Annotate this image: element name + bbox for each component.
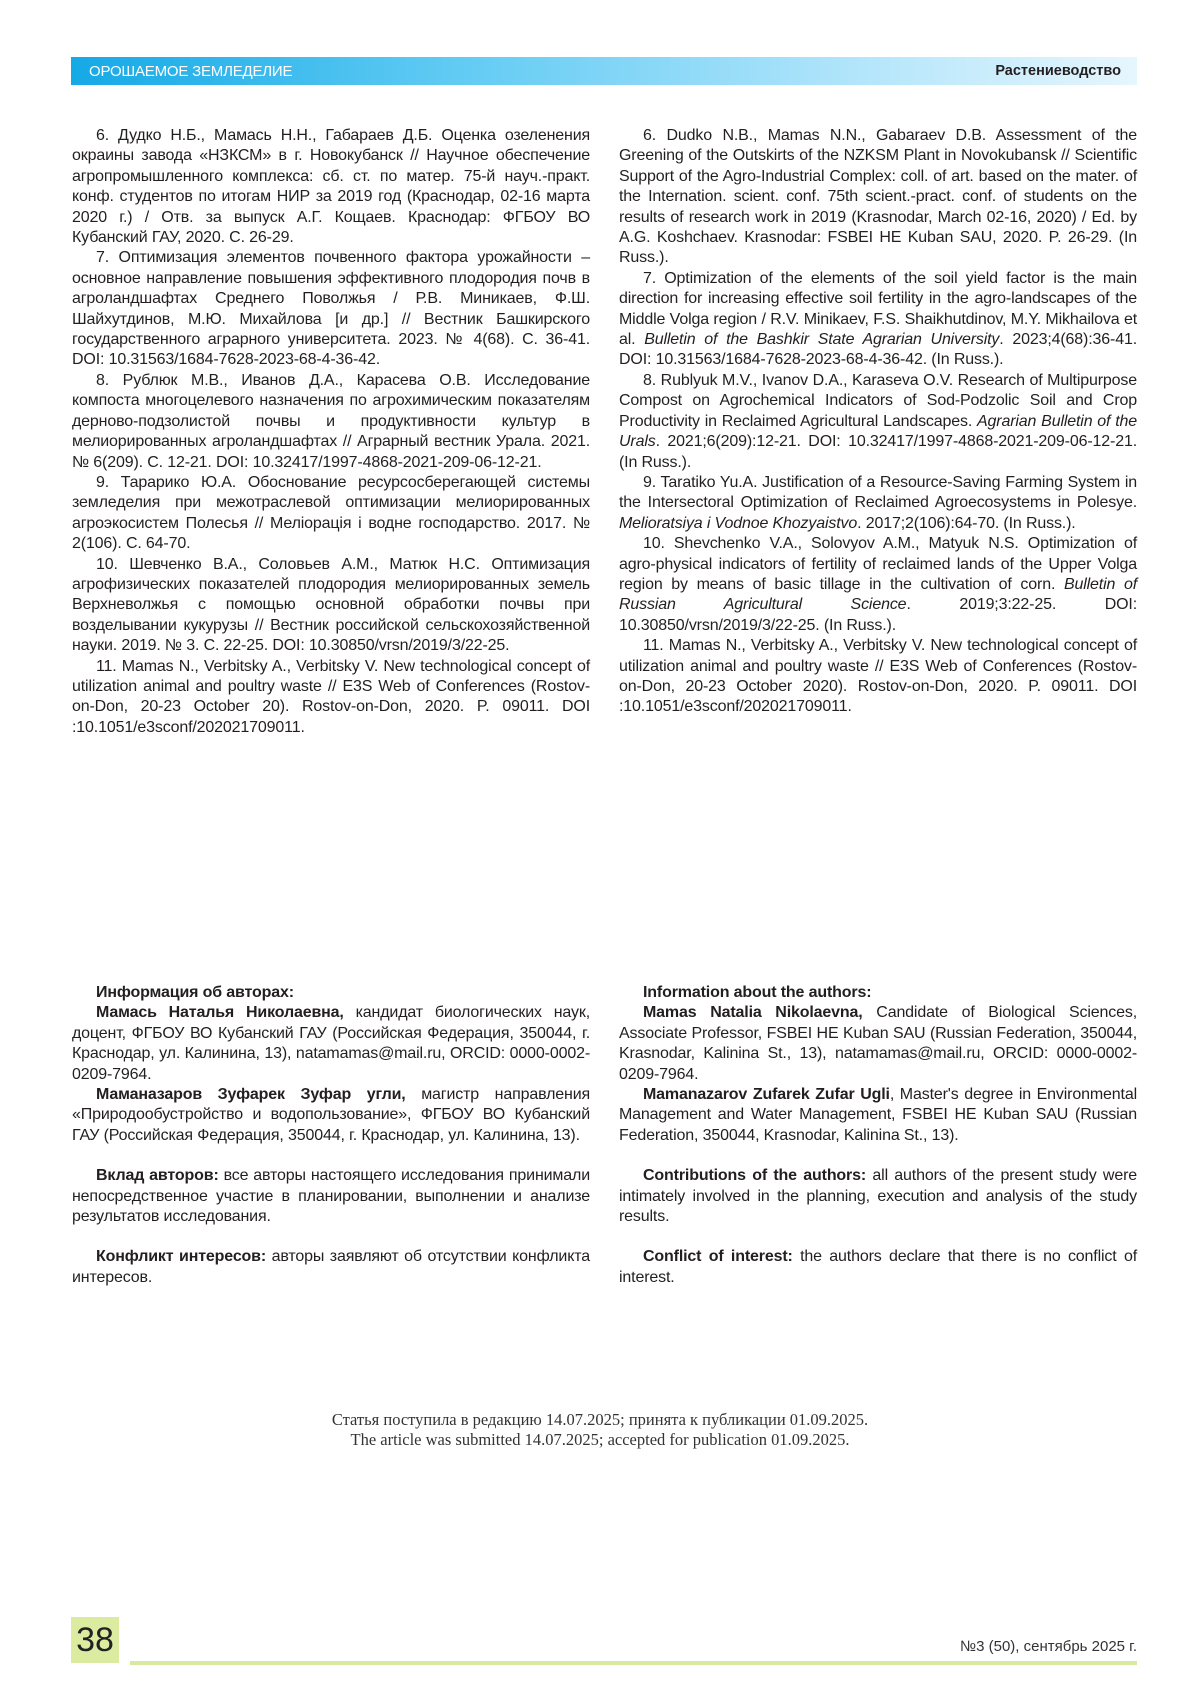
reference-text: 6. Dudko N.B., Mamas N.N., Gabaraev D.B. Assessment of the Greening of the Outskirts of the NZKSM Plant in Novokubansk // Scientific Support of the Agro-Industrial Complex: coll. of art. based on the mater. of the Internation. scient. conf. 75th scient.-pract. conf. of students on the results of research work in 2019 (Krasnodar, March 02-16, 2020) / Ed. by A.G. Koshchaev. Krasnodar: FSBEI HE Kuban SAU, 2020. P. 26-29. (In Russ.). [619, 127, 1137, 267]
reference-text: 8. Рублюк М.В., Иванов Д.А., Карасева О.В. Исследование компоста многоцелевого назначения по агрохимическим показателям дерново-подзолистой почвы и продуктивности культур в мелиорированных агроландшафтах // Аграрный вестник Урала. 2021. № 6(209). С. 12-21. DOI: 10.32417/1997-4868-2021-209-06-12-21. [72, 371, 590, 471]
reference-text: 8. Rublyuk M.V., Ivanov D.A., Karaseva O.V. Research of Multipurpose Compost on Agrochemical Indicators of Sod-Podzolic Soil and Crop Productivity in Reclaimed Agricultural Landscapes. [619, 371, 1137, 430]
reference-item [619, 473, 1137, 534]
reference-text: . 2017;2(106):64-70. (In Russ.). [857, 514, 1076, 532]
reference-text: 7. Оптимизация элементов почвенного фактора урожайности – основное направление повышения эффективного плодородия почв в агроландшафтах Среднего Поволжья / Р.В. Миникаев, Ф.Ш. Шайхутдинов, М.Ю. Михайлова [и др.] // Вестник Башкирского государственного аграрного университета. 2023. № 4(68). С. 36-41. DOI: 10.31563/1684-7628-2023-68-4-36-42. [72, 249, 590, 369]
author-name: Мамась Наталья Николаевна, [96, 1004, 344, 1022]
reference-text: . 2021;6(209):12-21. DOI: 10.32417/1997-4868-2021-209-06-12-21. (In Russ.). [619, 433, 1137, 471]
reference-item [619, 636, 1137, 718]
author-name: Mamas Natalia Nikolaevna, [643, 1004, 863, 1022]
author-name: Маманазаров Зуфарек Зуфар угли, [96, 1086, 406, 1104]
journal-title: Bulletin of Russian Agricultural Science [619, 575, 1137, 614]
page-number: 38 [71, 1617, 119, 1663]
journal-section: ОРОШАЕМОЕ ЗЕМЛЕДЕЛИЕ [89, 63, 293, 80]
conflict-label: Конфликт интересов: [96, 1248, 267, 1266]
running-header [71, 57, 1137, 85]
reference-text: . 2023;4(68):36-41. DOI: 10.31563/1684-7628-2023-68-4-36-42. (In Russ.). [619, 331, 1137, 369]
journal-title: Agrarian Bulletin of the Urals [619, 412, 1137, 451]
reference-item [72, 473, 590, 555]
reference-item [72, 555, 590, 657]
submission-note-ru: Статья поступила в редакцию 14.07.2025; принята к публикации 01.09.2025. [331, 1410, 869, 1429]
authors-title: Информация об авторах: [96, 984, 294, 1001]
submission-note-en: The article was submitted 14.07.2025; accepted for publication 01.09.2025. [350, 1430, 850, 1449]
author-details: магистр направления «Природообустройство и водопользование», ФГБОУ ВО Кубанский ГАУ (Российская Федерация, 350044, г. Краснодар, ул. Калинина, 13). [72, 1086, 590, 1144]
author-details: кандидат биологических наук, доцент, ФГБОУ ВО Кубанский ГАУ (Российская Федерация, 350044, г. Краснодар, ул. Калинина, 13), natamamas@mail.ru, ORCID: 0000-0002-0209-7964. [72, 1004, 590, 1083]
footer-divider [130, 1661, 1137, 1665]
authors-info-en [619, 983, 1137, 1288]
reference-item [619, 371, 1137, 473]
reference-text: 11. Mamas N., Verbitsky A., Verbitsky V. New technological concept of utilization animal and poultry waste // E3S Web of Conferences (Rostov-on-Don, 20-23 October 20). Rostov-on-Don, 2020. P. 09011. DOI :10.1051/e3sconf/202021709011. [72, 657, 590, 736]
submission-notes [0, 1410, 1200, 1450]
journal-title: Bulletin of the Bashkir State Agrarian University [644, 331, 1000, 349]
reference-text: 9. Тарарико Ю.А. Обоснование ресурсосберегающей системы земледелия при межотраслевой оптимизации мелиорированных агроэкосистем Полесья // Меліорація і водне господарство. 2017. № 2(106). С. 64-70. [72, 473, 590, 553]
contrib-text: все авторы настоящего исследования принимали непосредственное участие в планировании, выполнении и анализе результатов исследования. [72, 1167, 590, 1226]
reference-text: 6. Дудко Н.Б., Мамась Н.Н., Габараев Д.Б. Оценка озеленения окраины завода «НЗКСМ» в г. Новокубанск // Научное обеспечение агропромышленного комплекса: сб. ст. по матер. 75-й науч.-практ. конф. студентов по итогам НИР за 2019 год (Краснодар, 02-16 марта 2020 г.) / Отв. за выпуск А.Г. Кощаев. Краснодар: ФГБОУ ВО Кубанский ГАУ, 2020. С. 26-29. [72, 127, 590, 247]
issue-info: №3 (50), сентябрь 2025 г. [960, 1638, 1137, 1655]
reference-item [72, 248, 590, 370]
reference-text: 9. Taratiko Yu.A. Justification of a Resource-Saving Farming System in the Intersectoral Optimization of Reclaimed Agroecosystems in Polesye. [619, 473, 1137, 512]
rubric: Растениеводство [995, 63, 1121, 79]
reference-text: . 2019;3:22-25. DOI: 10.30850/vrsn/2019/3/22-25. (In Russ.). [619, 596, 1137, 634]
reference-item [619, 269, 1137, 371]
conflict-text: авторы заявляют об отсутствии конфликта интересов. [72, 1248, 590, 1286]
reference-text: 10. Шевченко В.А., Соловьев А.М., Матюк Н.С. Оптимизация агрофизических показателей плодородия мелиорированных земель Верхневолжья с помощью основной обработки почвы при возделывании кукурузы // Вестник российской сельскохозяйственной науки. 2019. № 3. С. 22-25. DOI: 10.30850/vrsn/2019/3/22-25. [72, 555, 590, 655]
references-ru [72, 126, 590, 738]
authors-info-ru [72, 983, 590, 1288]
reference-item [619, 534, 1137, 636]
authors-title: Information about the authors: [643, 984, 872, 1001]
conflict-label: Conflict of interest: [643, 1248, 793, 1266]
author-details: , Master's degree in Environmental Management and Water Management, FSBEI HE Kuban SAU (Russian Federation, 350044, Krasnodar, Kalinina St., 13). [619, 1086, 1137, 1144]
conflict-text: the authors declare that there is no conflict of interest. [619, 1248, 1137, 1286]
reference-item [72, 657, 590, 739]
references-en [619, 126, 1137, 718]
contrib-text: all authors of the present study were intimately involved in the planning, execution and analysis of the study results. [619, 1167, 1137, 1226]
author-name: Mamanazarov Zufarek Zufar Ugli [643, 1086, 890, 1104]
reference-text: 11. Mamas N., Verbitsky A., Verbitsky V. New technological concept of utilization animal and poultry waste // E3S Web of Conferences (Rostov-on-Don, 20-23 October 2020). Rostov-on-Don, 2020. P. 09011. DOI :10.1051/e3sconf/202021709011. [619, 637, 1137, 716]
reference-item [72, 126, 590, 248]
journal-title: Melioratsiya i Vodnoe Khozyaistvo [619, 514, 858, 532]
reference-item [72, 371, 590, 473]
contrib-label: Вклад авторов: [96, 1167, 219, 1185]
reference-text: 7. Optimization of the elements of the soil yield factor is the main direction for increasing effective soil fertility in the agro-landscapes of the Middle Volga region / R.V. Minikaev, F.S. Shaikhutdinov, M.Y. Mikhailova et al. [619, 269, 1137, 349]
author-details: Candidate of Biological Sciences, Associate Professor, FSBEI HE Kuban SAU (Russian Federation, 350044, Krasnodar, Kalinina St., 13), natamamas@mail.ru, ORCID: 0000-0002-0209-7964. [619, 1004, 1137, 1083]
contrib-label: Contributions of the authors: [643, 1167, 867, 1185]
reference-item [619, 126, 1137, 269]
reference-text: 10. Shevchenko V.A., Solovyov A.M., Matyuk N.S. Optimization of agro-physical indicators of fertility of reclaimed lands of the Upper Volga region by means of basic tillage in the cultivation of corn. [619, 535, 1137, 593]
